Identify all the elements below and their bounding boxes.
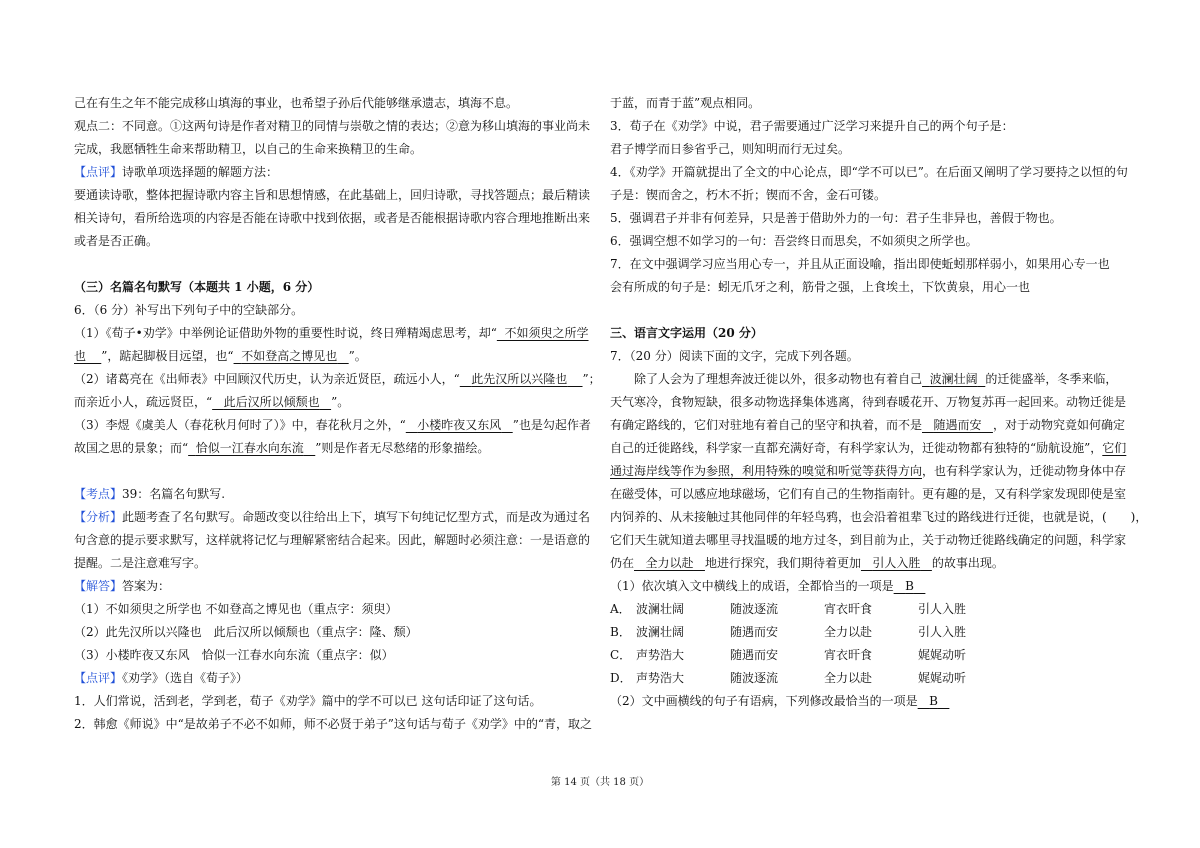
- passage-line: 自己的迁徙路线，科学家一直都充满好奇，有科学家认为，迁徙动物都有独特的“励航设施”，它们: [610, 441, 1127, 455]
- passage-line: 在磁受体，可以感应地球磁场，它们有自己的生物指南针。更有趣的是，又有科学家发现即使是室: [610, 487, 1127, 501]
- q6-3-line1: （3）李煜《虞美人（春花秋月何时了）》中，春花秋月之外，“ 小楼昨夜又东风 ”也是勾起作者: [74, 418, 591, 432]
- answer-line: （3）小楼昨夜又东风 恰似一江春水向东流（重点字：似）: [74, 648, 394, 662]
- q6-1-line1: （1）《荀子•劝学》中举例论证借助外物的重要性时说，终日殚精竭虑思考，却“ 不如须臾之所学: [74, 326, 589, 340]
- dianping-tag: 【点评】: [74, 671, 123, 685]
- text-line: 要通读诗歌，整体把握诗歌内容主旨和思想情感，在此基础上，回归诗歌，寻找答题点；最后精读: [74, 188, 591, 202]
- dianping-tag: 【点评】: [74, 165, 123, 179]
- text-line: 2．韩愈《师说》中“是故弟子不必不如师，师不必贤于弟子”这句话与荀子《劝学》中的“青，取之: [74, 717, 593, 731]
- q6-2-line1: （2）诸葛亮在《出师表》中回顾汉代历史，认为亲近贤臣，疏远小人，“ 此先汉所以兴隆也 ”；: [74, 372, 601, 386]
- dianping-line-1: [74, 161, 594, 184]
- kaodian-tag: 【考点】: [74, 487, 123, 501]
- passage-line: 它们天生就知道去哪里寻找温暖的地方过冬，到目前为止，关于动物迁徙路线确定的问题，科学家: [610, 533, 1127, 547]
- text-line: 或者是否正确。: [74, 234, 159, 248]
- text-line: 6．强调空想不如学习的一句：吾尝终日而思矣，不如须臾之所学也。: [610, 234, 978, 248]
- dianping-line-2: 【点评】《劝学》（选自《荀子》）: [74, 671, 249, 685]
- passage-line: 天气寒冷，食物短缺，很多动物选择集体逃离，待到春暖花开、万物复苏再一起回来。动物迁徙是: [610, 395, 1127, 409]
- answer-blank: 小楼昨夜又东风: [417, 418, 502, 432]
- dianping-text: 诗歌单项选择题的解题方法：: [122, 165, 279, 179]
- fenxi-line: 【分析】此题考查了名句默写。命题改变以往给出上下，填写下句纯记忆型方式，而是改为通过名: [74, 510, 591, 524]
- answer-blank: 不如登高之博见也: [241, 349, 338, 363]
- text-line: 3．荀子在《劝学》中说，君子需要通过广泛学习来提升自己的两个句子是：: [610, 119, 1014, 133]
- answer-blank: 也: [74, 349, 87, 363]
- kaodian-line: 【考点】39：名篇名句默写.: [74, 487, 226, 501]
- question-6: 6．（6 分）补写出下列句子中的空缺部分。: [74, 303, 304, 317]
- text-line: 子是：锲而舍之，朽木不折；锲而不舍，金石可镂。: [610, 188, 887, 202]
- passage-line: 仍在 全力以赴 地进行探究，我们期待着更加 引人入胜 的故事出现。: [610, 556, 1004, 570]
- q6-1-line2: 也 ”，踮起脚极目远望，也“ 不如登高之博见也 ”。: [74, 349, 367, 363]
- section-title-mingju: （三）名篇名句默写（本题共 1 小题，6 分）: [74, 280, 320, 294]
- option-row: B． 波澜壮阔 随遇而安 全力以赴 引人入胜: [610, 625, 967, 639]
- answer-blank: 随遇而安: [933, 418, 982, 432]
- text-line: 于蓝，而青于蓝”观点相同。: [610, 96, 761, 110]
- text-line: 4．《劝学》开篇就提出了全文的中心论点，即“学不可以已”。在后面又阐明了学习要持之以恒的句: [610, 165, 1128, 179]
- option-row: D． 声势浩大 随波逐流 全力以赴 娓娓动听: [610, 671, 967, 685]
- text-line: 完成，我愿牺牲生命来帮助精卫，以自己的生命来换精卫的生命。: [74, 142, 423, 156]
- text-line: 观点二：不同意。①这两句诗是作者对精卫的同情与崇敬之情的表达；②意为移山填海的事业尚未: [74, 119, 591, 133]
- underlined-sentence: 通过海岸线等作为参照，利用特殊的嗅觉和听觉等获得方向: [610, 464, 923, 478]
- passage-line: 内饲养的、从未接触过其他同伴的年轻鸟鸦，也会沿着祖辈飞过的路线进行迁徙，也就是说，( )，: [610, 510, 1148, 524]
- text-line: 1．人们常说，活到老，学到老，荀子《劝学》篇中的学不可以已 这句话印证了这句话。: [74, 694, 542, 708]
- answer-blank: 恰似一江春水向东流: [195, 441, 304, 455]
- option-row: C． 声势浩大 随遇而安 宵衣旰食 娓娓动听: [610, 648, 967, 662]
- answer-blank: 此先汉所以兴隆也: [471, 372, 568, 386]
- answer-blank: 不如须臾之所学: [504, 326, 589, 340]
- section-title-yuyan: 三、语言文字运用（20 分）: [610, 326, 763, 340]
- underlined-sentence: 它们: [1102, 441, 1127, 455]
- text-line: 提醒。二是注意难写字。: [74, 556, 207, 570]
- answer-line: （2）此先汉所以兴隆也 此后汉所以倾颓也（重点字：隆、颓）: [74, 625, 418, 639]
- text-line: 己在有生之年不能完成移山填海的事业，也希望子孙后代能够继承遗志，填海不息。: [74, 96, 519, 110]
- answer-blank: B: [929, 694, 938, 708]
- passage-line: 除了人会为了理想奔波迁徙以外，很多动物也有着自己 波澜壮阔 的迁徙盛举，冬季来临，: [634, 372, 1118, 386]
- text-line: 相关诗句，看所给选项的内容是否能在诗歌中找到依据，或者是否能根据诗歌内容合理地推断出来: [74, 211, 591, 225]
- text-line: 7．在文中强调学习应当用心专一，并且从正面设喻，指出即使蚯蚓那样弱小，如果用心专一也: [610, 257, 1110, 271]
- text-line: 君子博学而日参省乎己，则知明而行无过矣。: [610, 142, 851, 156]
- q6-2-line2: 而亲近小人，疏远贤臣，“ 此后汉所以倾颓也 ”。: [74, 395, 350, 409]
- answer-blank: 引人入胜: [872, 556, 921, 570]
- question-7: 7．（20 分）阅读下面的文字，完成下列各题。: [610, 349, 859, 363]
- answer-line: （1）不如须臾之所学也 不如登高之博见也（重点字：须臾）: [74, 602, 398, 616]
- right-column: [610, 92, 1148, 713]
- left-column: [74, 92, 601, 736]
- passage-line: 有确定路线的，它们对驻地有着自己的坚守和执着，而不是 随遇而安 ，对于动物究竟如何确定: [610, 418, 1125, 432]
- text-line: 句含意的提示要求默写，这样就将记忆与理解紧密结合起来。因此，解题时必须注意：一是语意的: [74, 533, 591, 547]
- text-line: 会有所成的句子是：蚓无爪牙之利，筋骨之强，上食埃土，下饮黄泉，用心一也: [610, 280, 1031, 294]
- answer-blank: 全力以赴: [645, 556, 694, 570]
- passage-line: 通过海岸线等作为参照，利用特殊的嗅觉和听觉等获得方向，也有科学家认为，迁徙动物身体中存: [610, 464, 1127, 478]
- fenxi-tag: 【分析】: [74, 510, 123, 524]
- sub-question-1: （1）依次填入文中横线上的成语，全都恰当的一项是 B: [610, 575, 1130, 598]
- answer-blank: 此后汉所以倾颓也: [223, 395, 320, 409]
- answer-blank: B: [905, 579, 914, 593]
- jieda-line: 【解答】答案为：: [74, 579, 171, 593]
- q6-3-line2: 故国之思的景象；而“ 恰似一江春水向东流 ”则是作者无尽愁绪的形象描绘。: [74, 441, 490, 455]
- page-number: 第 14 页（共 18 页）: [550, 777, 650, 788]
- sub-question-2: （2）文中画横线的句子有语病，下列修改最恰当的一项是 B: [610, 690, 1130, 713]
- text-line: 5．强调君子并非有何差异，只是善于借助外力的一句：君子生非异也，善假于物也。: [610, 211, 1062, 225]
- jieda-tag: 【解答】: [74, 579, 123, 593]
- answer-blank: 波澜壮阔: [929, 372, 978, 386]
- option-row: A． 波澜壮阔 随波逐流 宵衣旰食 引人入胜: [610, 602, 967, 616]
